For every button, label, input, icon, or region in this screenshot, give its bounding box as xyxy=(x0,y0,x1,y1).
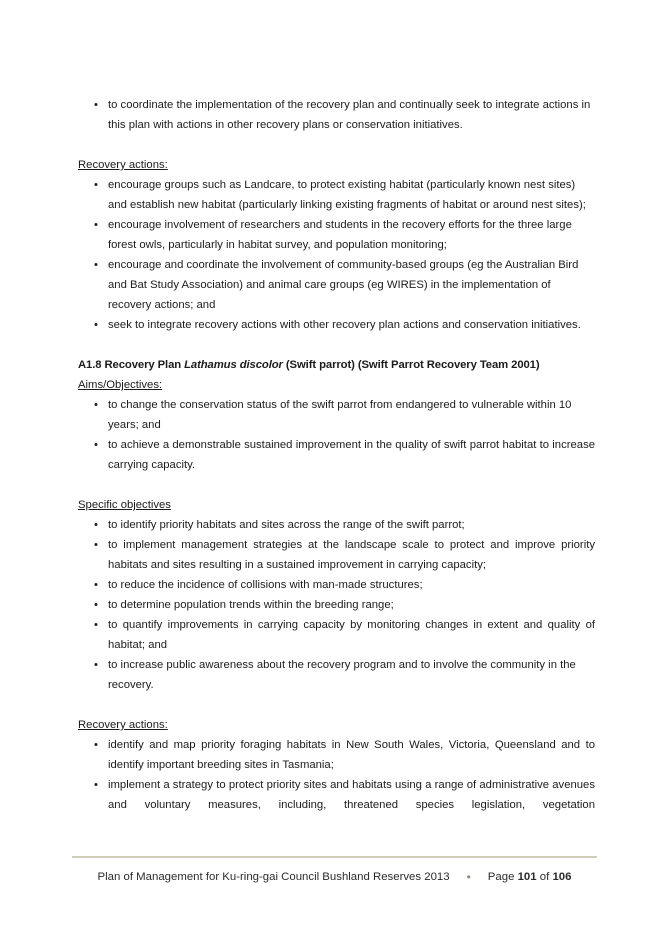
page-current: 101 xyxy=(517,871,537,883)
bullet-icon: • xyxy=(94,659,98,671)
list-item xyxy=(78,535,595,575)
bullet-icon: • xyxy=(94,399,98,411)
bullet-icon: • xyxy=(94,179,98,191)
list-item xyxy=(78,215,595,255)
bullet-text: to determine population trends within the breeding range; xyxy=(108,599,394,611)
intro-bullet-list xyxy=(78,95,595,135)
bullet-icon: • xyxy=(94,539,98,551)
bullet-icon: • xyxy=(94,579,98,591)
bullet-text: to reduce the incidence of collisions with man-made structures; xyxy=(108,579,423,591)
bullet-text: encourage groups such as Landcare, to protect existing habitat (particularly known nest sites) and establish new habitat (particularly linking existing fragments of habitat or around nest sites); xyxy=(108,179,586,211)
bullet-icon: • xyxy=(94,259,98,271)
bullet-icon: • xyxy=(94,319,98,331)
page-label: Page xyxy=(487,871,515,883)
recovery-actions-1-list xyxy=(78,175,595,335)
list-item xyxy=(78,435,595,475)
footer-page-number xyxy=(488,867,572,887)
bullet-text: seek to integrate recovery actions with other recovery plan actions and conservation initiatives. xyxy=(108,319,581,331)
aims-objectives-list xyxy=(78,395,595,475)
bullet-text: to coordinate the implementation of the recovery plan and continually seek to integrate actions in this plan with actions in other recovery plans or conservation initiatives. xyxy=(108,99,591,131)
list-item xyxy=(78,175,595,215)
list-item xyxy=(78,515,595,535)
bullet-text: to implement management strategies at the landscape scale to protect and improve priority habitats and sites resulting in a sustained improvement in carrying capacity; xyxy=(108,539,595,571)
bullet-text: encourage and coordinate the involvement of community-based groups (eg the Australian Bird and Bat Study Association) and animal care groups (eg WIRES) in the implementation of recovery actions; and xyxy=(108,259,579,311)
footer-rule xyxy=(72,856,597,858)
bullet-text: to achieve a demonstrable sustained improvement in the quality of swift parrot habitat to increase carrying capacity. xyxy=(108,439,595,471)
list-item xyxy=(78,255,595,315)
list-item xyxy=(78,395,595,435)
a18-heading-prefix: A1.8 Recovery Plan xyxy=(78,359,185,371)
bullet-icon: • xyxy=(94,519,98,531)
bullet-icon: • xyxy=(94,739,98,751)
bullet-icon: • xyxy=(94,619,98,631)
specific-objectives-list xyxy=(78,515,595,695)
page-content xyxy=(78,95,595,815)
specific-objectives-heading: Specific objectives xyxy=(78,499,171,511)
list-item xyxy=(78,595,595,615)
separator-dot-icon: • xyxy=(466,870,471,884)
page-footer xyxy=(72,856,597,887)
bullet-text: to quantify improvements in carrying capacity by monitoring changes in extent and quality of habitat; and xyxy=(108,619,595,651)
recovery-actions-2-list xyxy=(78,735,595,815)
bullet-text: to identify priority habitats and sites across the range of the swift parrot; xyxy=(108,519,465,531)
list-item xyxy=(78,315,595,335)
footer-document-title: Plan of Management for Ku-ring-gai Council Bushland Reserves 2013 xyxy=(97,871,450,883)
list-item xyxy=(78,575,595,595)
bullet-text: identify and map priority foraging habitats in New South Wales, Victoria, Queensland and to identify important breeding sites in Tasmania; xyxy=(108,739,595,771)
bullet-icon: • xyxy=(94,439,98,451)
list-item xyxy=(78,95,595,135)
a18-heading-species-name: Lathamus discolor xyxy=(184,359,283,371)
list-item xyxy=(78,655,595,695)
list-item xyxy=(78,735,595,775)
a18-section-heading xyxy=(78,355,595,375)
recovery-actions-2-heading: Recovery actions: xyxy=(78,719,168,731)
a18-heading-suffix: (Swift parrot) (Swift Parrot Recovery Team 2001) xyxy=(282,359,540,371)
bullet-text: to change the conservation status of the swift parrot from endangered to vulnerable within 10 years; and xyxy=(108,399,572,431)
list-item xyxy=(78,775,595,815)
bullet-text: to increase public awareness about the recovery program and to involve the community in the recovery. xyxy=(108,659,576,691)
bullet-icon: • xyxy=(94,219,98,231)
bullet-icon: • xyxy=(94,599,98,611)
aims-objectives-heading: Aims/Objectives: xyxy=(78,379,163,391)
bullet-text: encourage involvement of researchers and students in the recovery efforts for the three large forest owls, particularly in habitat survey, and population monitoring; xyxy=(108,219,572,251)
bullet-icon: • xyxy=(94,99,98,111)
bullet-text: implement a strategy to protect priority sites and habitats using a range of administrative avenues and voluntary measures, including, threatened species legislation, vegetation xyxy=(108,779,595,811)
page-total: 106 xyxy=(552,871,572,883)
list-item xyxy=(78,615,595,655)
footer-text xyxy=(72,867,597,887)
recovery-actions-1-heading: Recovery actions: xyxy=(78,159,168,171)
of-label: of xyxy=(539,871,550,883)
bullet-icon: • xyxy=(94,779,98,791)
